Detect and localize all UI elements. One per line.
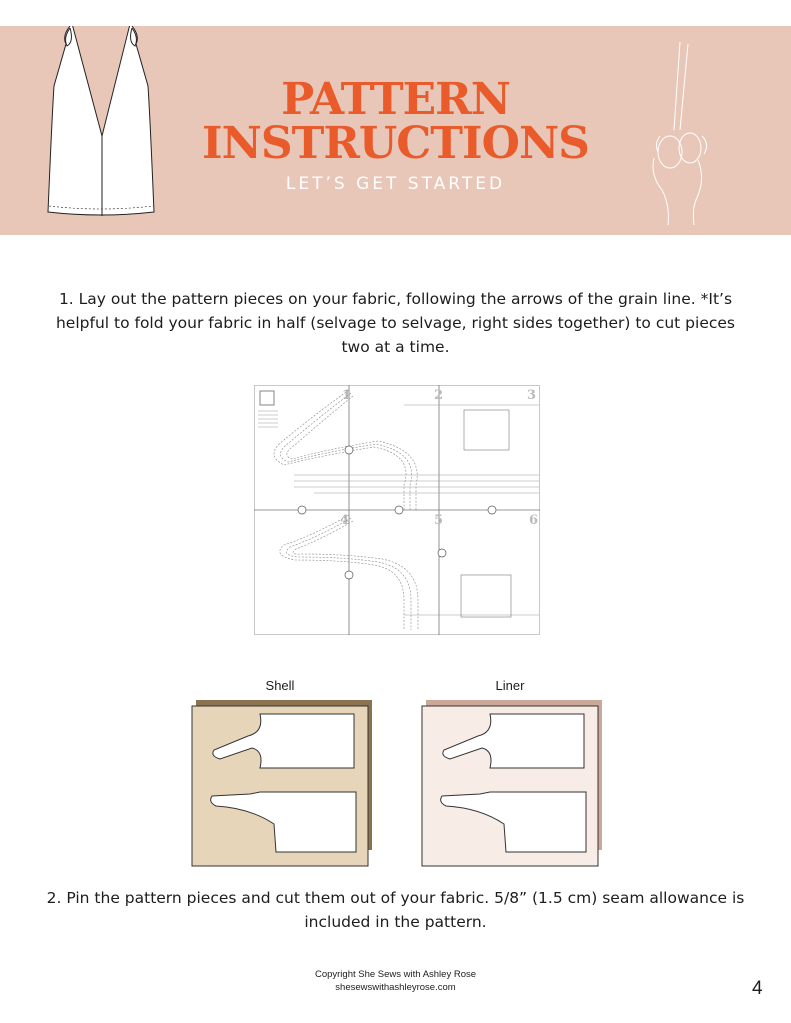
sheet-number-2: 2	[434, 388, 444, 403]
sheet-number-5: 5	[434, 513, 444, 528]
hand-scissors-icon	[640, 40, 720, 225]
header-banner	[0, 26, 791, 235]
shell-label: Shell	[265, 678, 295, 693]
subtitle: LET’S GET STARTED	[285, 174, 506, 194]
step-1-text: 1. Lay out the pattern pieces on your fabric, following the arrows of the grain line. *It’s helpful to fold your fabric in half (selvage to selvage, right sides together) to cut pieces two at a time.	[55, 290, 735, 356]
pattern-layout-sheet	[254, 385, 540, 635]
footer-copyright: Copyright She Sews with Ashley Rose	[314, 969, 477, 980]
step-2-text: 2. Pin the pattern pieces and cut them out of your fabric. 5/8” (1.5 cm) seam allowance is included in the pattern.	[46, 889, 745, 931]
sheet-number-4: 4	[340, 513, 350, 528]
page-number: 4	[752, 978, 763, 999]
shell-fabric-shape	[190, 696, 380, 868]
sheet-number-3: 3	[527, 388, 537, 403]
sheet-number-1: 1	[342, 388, 352, 403]
footer-website[interactable]: shesewswithashleyrose.com	[335, 982, 456, 993]
title-line1: PATTERN	[281, 74, 510, 125]
liner-label: Liner	[495, 678, 525, 693]
title-line2: INSTRUCTIONS	[202, 118, 589, 169]
footer	[0, 968, 791, 994]
sheet-number-6: 6	[529, 513, 539, 528]
liner-fabric-shape	[420, 696, 610, 868]
